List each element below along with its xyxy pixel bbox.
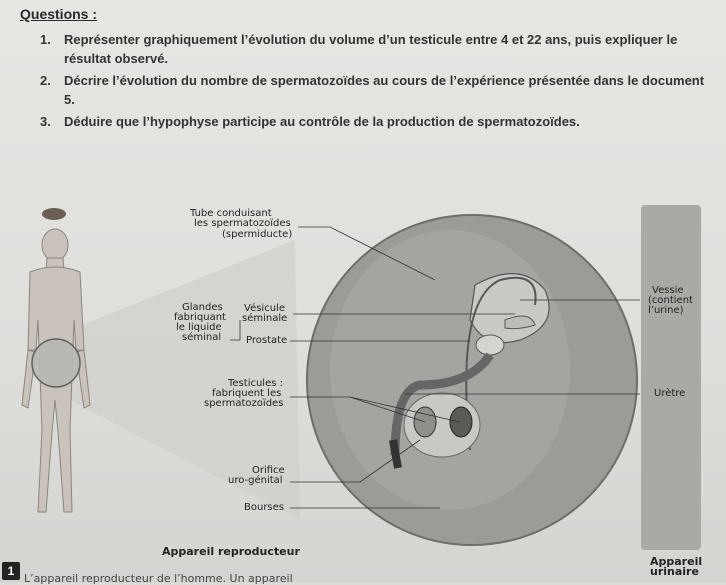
label-glandes-2: fabriquant — [174, 312, 226, 323]
label-glandes-3: le liquide — [176, 322, 222, 333]
reproductive-system-figure — [0, 200, 726, 583]
question-3-text: Déduire que l’hypophyse participe au contrôle de la production de spermatozoïdes. — [64, 114, 580, 129]
label-testicules-2: fabriquent les — [212, 388, 282, 399]
zoom-circle-small — [32, 339, 80, 387]
label-vessie-3: l’urine) — [648, 305, 684, 316]
question-1-number: 1. — [40, 32, 51, 47]
figure-number: 1 — [2, 562, 20, 580]
questions-title: Questions : — [20, 6, 98, 22]
pelvis-shade — [330, 230, 570, 510]
label-appareil-reproducteur: Appareil reproducteur — [162, 545, 300, 558]
question-1 — [40, 30, 710, 68]
label-bourses: Bourses — [244, 502, 284, 513]
label-appareil-urinaire-2: urinaire — [650, 565, 699, 578]
label-prostate: Prostate — [246, 335, 288, 346]
figure-caption: L’appareil reproducteur de l’homme. Un appareil — [24, 572, 293, 585]
label-vessie-1: Vessie — [652, 285, 684, 296]
label-testicules-3: spermatozoïdes — [204, 398, 284, 409]
label-tube-1: Tube conduisant — [190, 208, 272, 219]
prostate-shape — [476, 335, 504, 355]
testicle-right — [450, 407, 472, 437]
penis-tip — [393, 440, 398, 468]
label-vesicule-2: séminale — [242, 313, 288, 324]
label-orifice-1: Orifice — [252, 465, 285, 476]
label-vesicule-1: Vésicule — [244, 303, 285, 314]
label-testicules-1: Testicules : — [228, 378, 283, 389]
question-2 — [40, 71, 710, 109]
label-tube-3: (spermiducte) — [222, 229, 293, 240]
man-hair — [42, 208, 66, 220]
question-2-number: 2. — [40, 73, 51, 88]
label-uretre: Urètre — [654, 388, 686, 399]
label-appareil-urinaire-1: Appareil — [650, 555, 703, 568]
label-glandes-1: Glandes — [182, 302, 223, 313]
label-orifice-2: uro-génital — [228, 475, 283, 486]
urinary-band — [641, 205, 701, 550]
question-1-text: Représenter graphiquement l’évolution du volume d’un testicule entre 4 et 22 ans, puis expliquer le résultat observé. — [64, 32, 678, 66]
question-3-number: 3. — [40, 114, 51, 129]
vesicle-shape — [505, 316, 535, 329]
label-tube-2: les spermatozoïdes — [194, 218, 291, 229]
question-3 — [40, 112, 710, 131]
questions-list — [40, 30, 710, 134]
question-2-text: Décrire l’évolution du nombre de spermatozoïdes au cours de l’expérience présentée dans le document 5. — [64, 73, 705, 107]
label-glandes-4: séminal — [182, 332, 222, 343]
anatomy-illustration — [0, 200, 726, 583]
label-vessie-2: (contient — [648, 295, 693, 306]
